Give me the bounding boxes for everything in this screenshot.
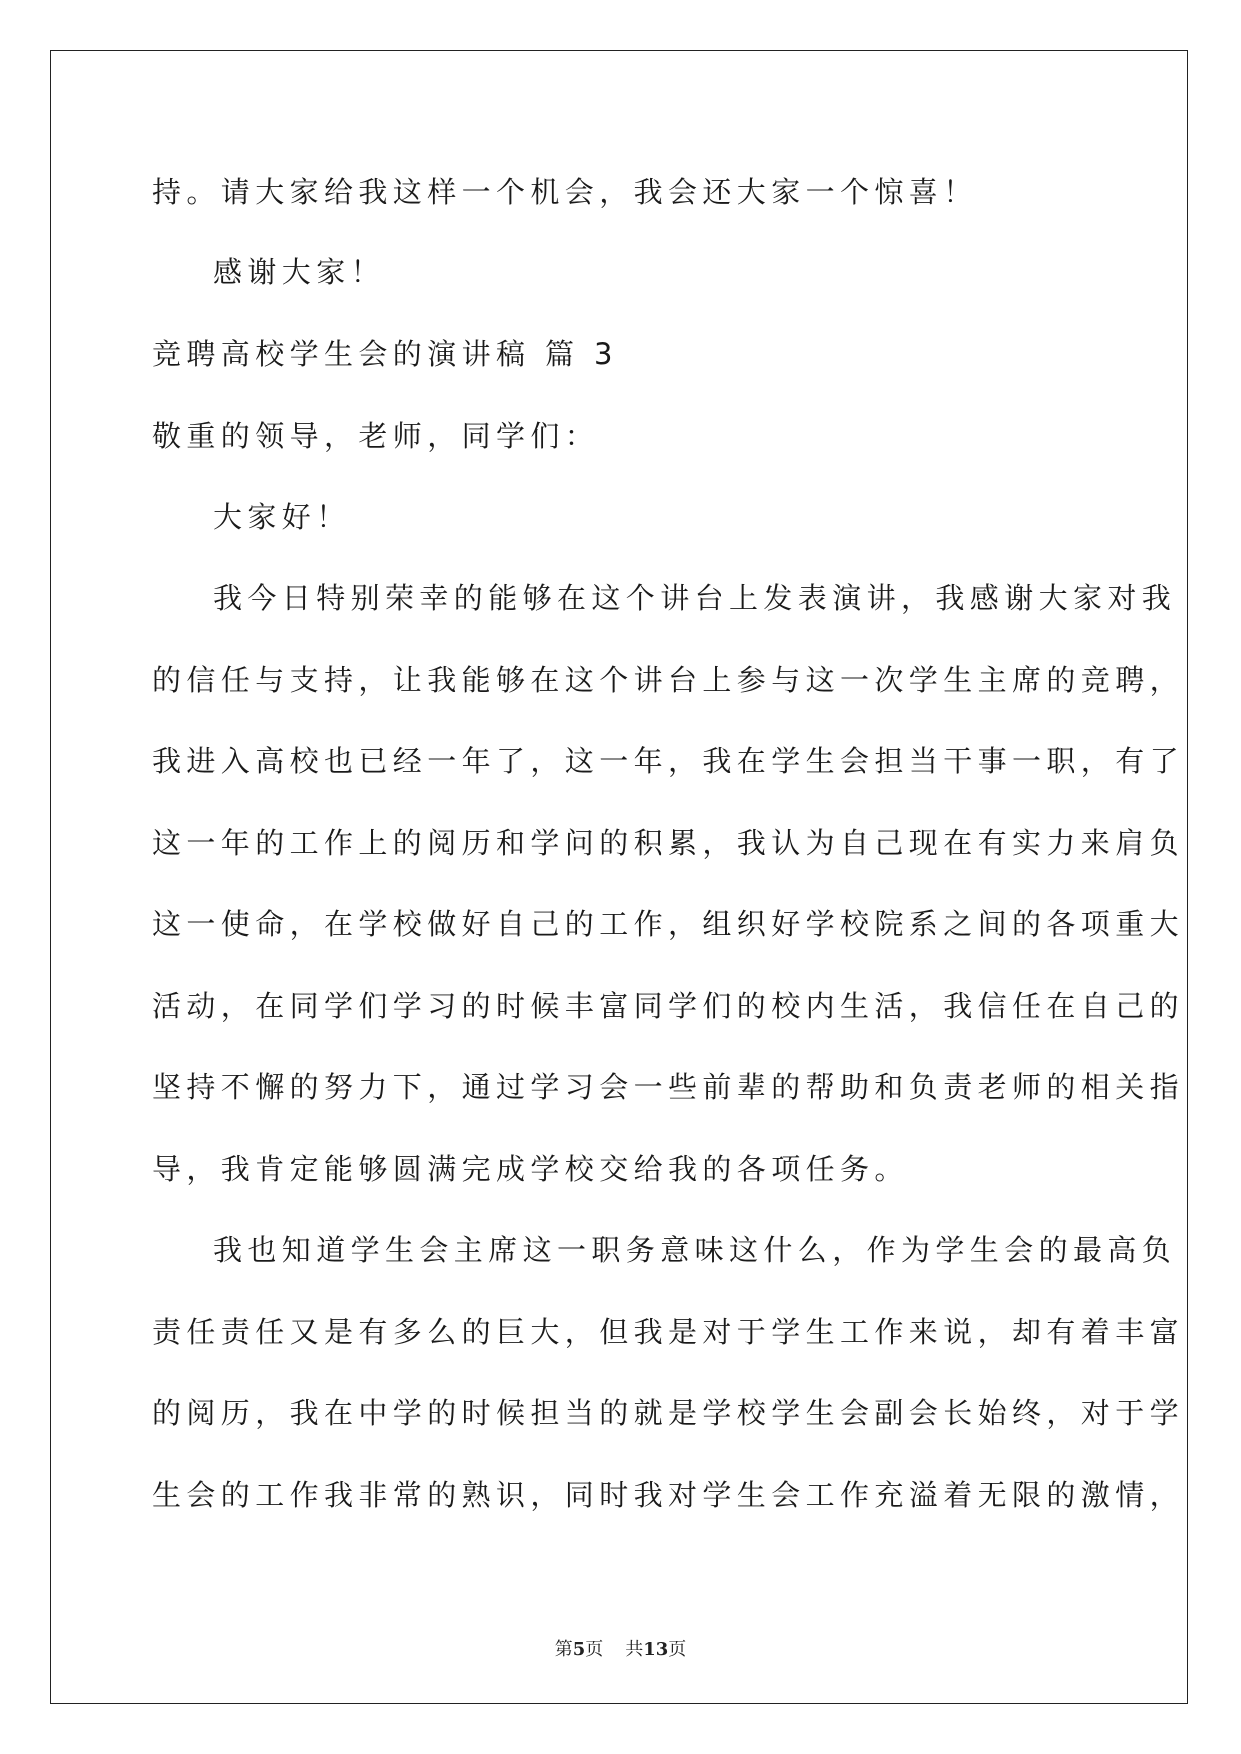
page-suffix: 页 [585, 1639, 604, 1660]
text-line: 这一年的工作上的阅历和学问的积累，我认为自己现在有实力来肩负 [152, 826, 1185, 860]
salutation: 敬重的领导，老师，同学们： [152, 419, 600, 453]
greeting: 大家好！ [213, 500, 351, 534]
text-line: 我进入高校也已经一年了，这一年，我在学生会担当干事一职，有了 [152, 744, 1185, 778]
text-line: 生会的工作我非常的熟识，同时我对学生会工作充溢着无限的激情， [152, 1478, 1185, 1512]
text-line: 责任责任又是有多么的巨大，但我是对于学生工作来说，却有着丰富 [152, 1315, 1185, 1349]
total-prefix: 共 [625, 1639, 644, 1660]
text-line: 持。请大家给我这样一个机会，我会还大家一个惊喜！ [152, 175, 978, 209]
page-number: 5 [572, 1639, 586, 1660]
total-suffix: 页 [668, 1639, 687, 1660]
page-prefix: 第 [554, 1639, 573, 1660]
text-line: 这一使命，在学校做好自己的工作，组织好学校院系之间的各项重大 [152, 907, 1185, 941]
text-line: 我今日特别荣幸的能够在这个讲台上发表演讲，我感谢大家对我 [213, 581, 1177, 615]
text-line: 导，我肯定能够圆满完成学校交给我的各项任务。 [152, 1152, 909, 1186]
text-line: 的阅历，我在中学的时候担当的就是学校学生会副会长始终，对于学 [152, 1396, 1185, 1430]
page-footer [0, 1638, 1241, 1662]
text-line: 我也知道学生会主席这一职务意味这什么，作为学生会的最高负 [213, 1233, 1177, 1267]
text-line: 坚持不懈的努力下，通过学习会一些前辈的帮助和负责老师的相关指 [152, 1070, 1185, 1104]
text-line: 的信任与支持，让我能够在这个讲台上参与这一次学生主席的竞聘， [152, 663, 1185, 697]
section-heading: 竞聘高校学生会的演讲稿 篇 3 [152, 337, 618, 371]
page-border [50, 50, 1188, 1704]
text-line: 活动，在同学们学习的时候丰富同学们的校内生活，我信任在自己的 [152, 989, 1185, 1023]
text-line: 感谢大家！ [213, 255, 386, 289]
total-pages: 13 [643, 1639, 669, 1660]
